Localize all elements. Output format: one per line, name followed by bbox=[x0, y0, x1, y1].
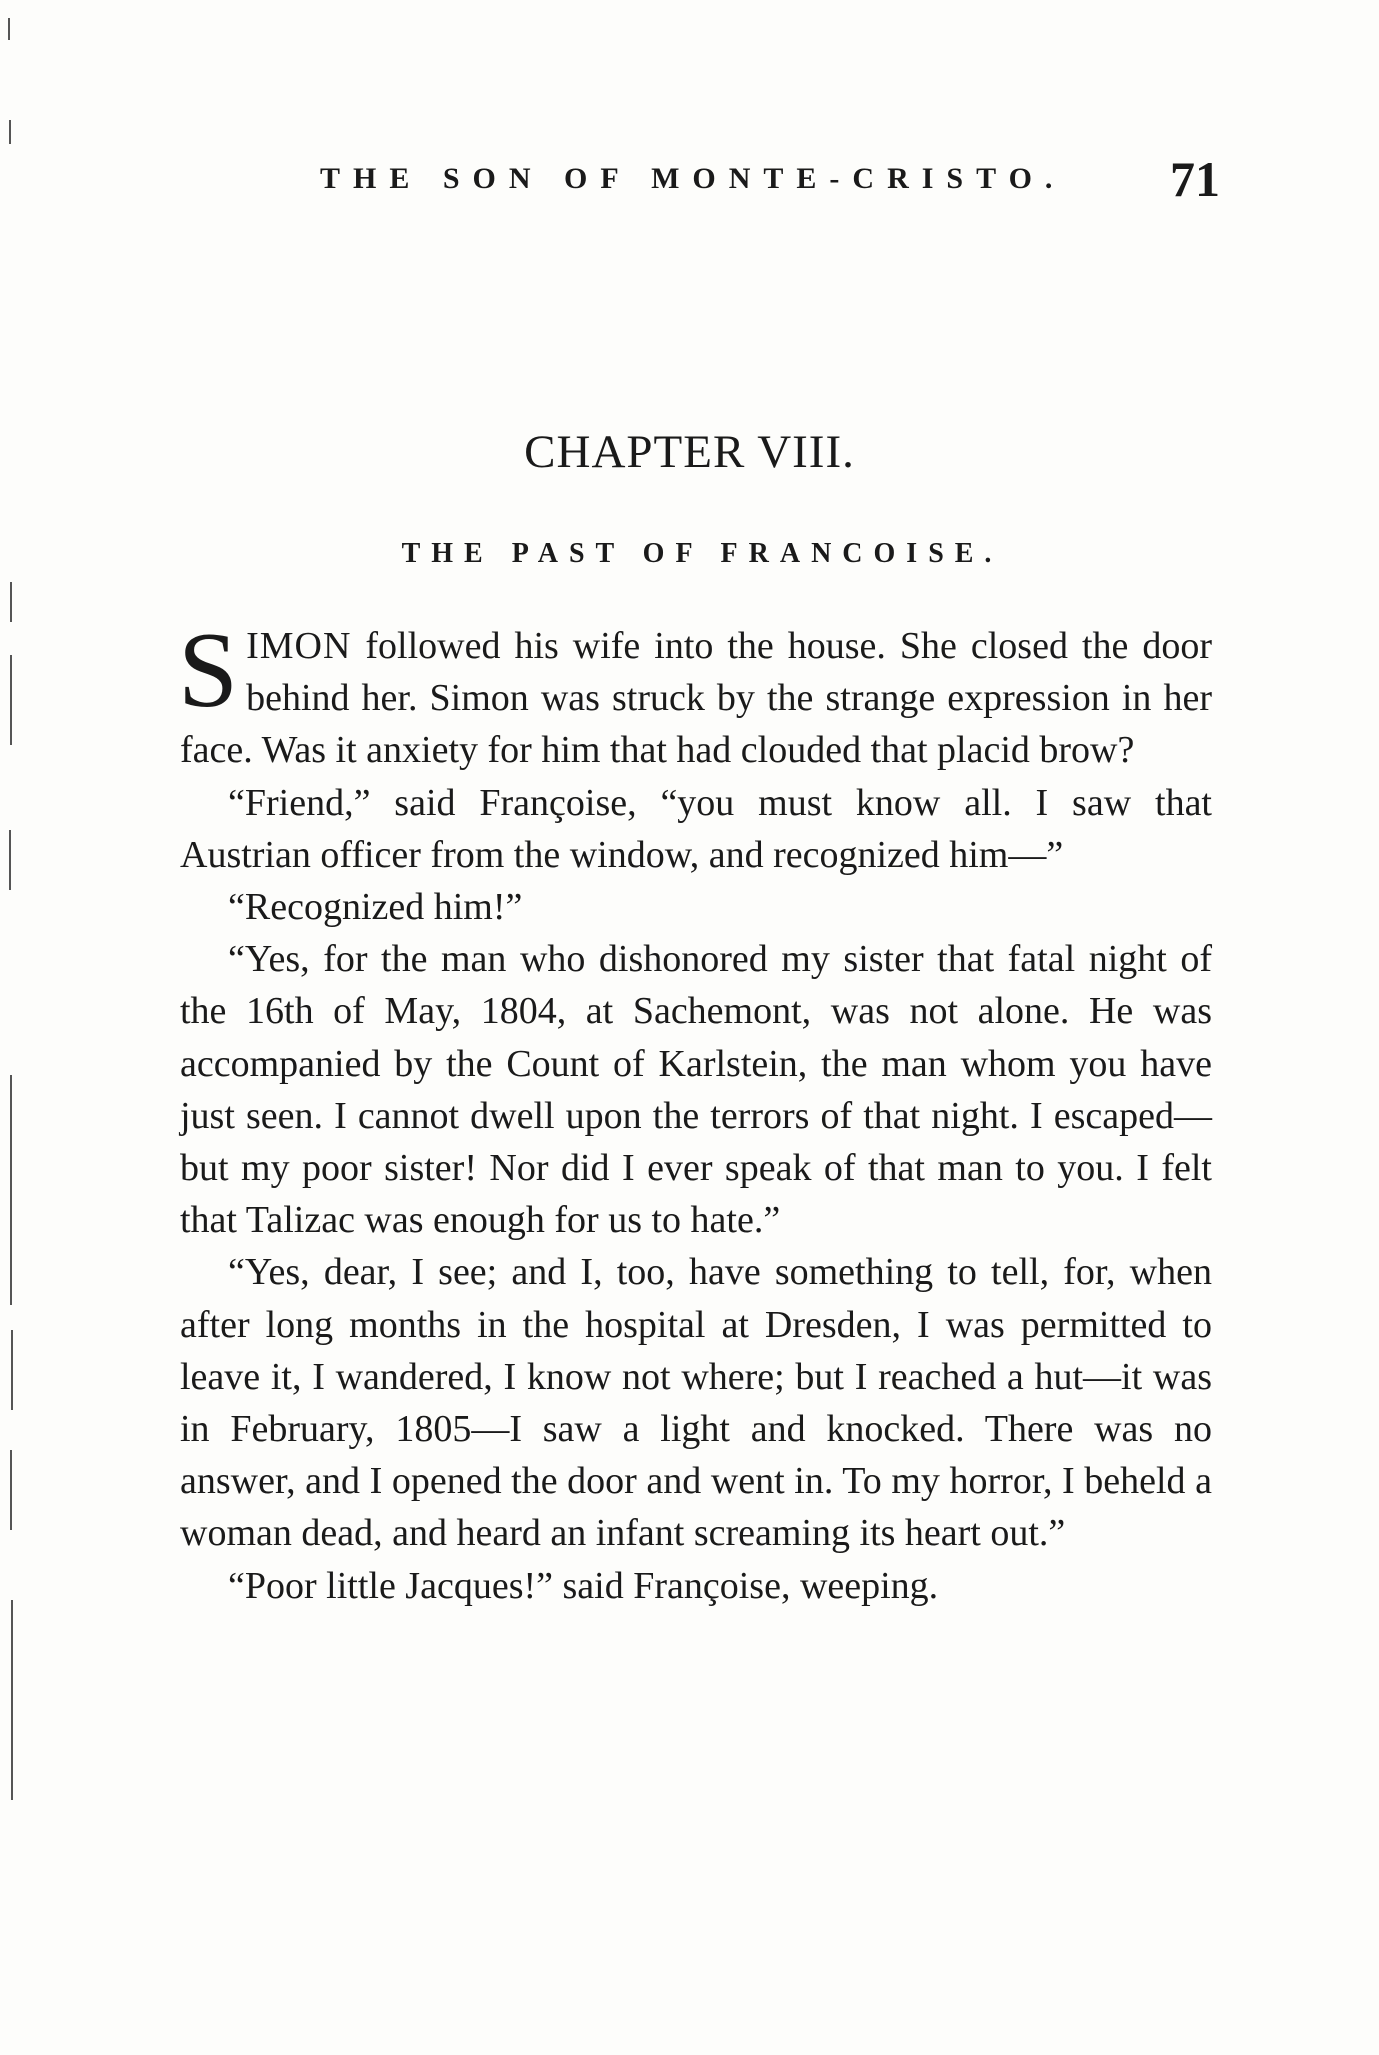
scan-mark bbox=[10, 1075, 12, 1305]
page-number: 71 bbox=[1170, 151, 1220, 207]
drop-cap: S bbox=[178, 611, 239, 730]
paragraph: “Yes, for the man who dishonored my sister that fatal night of the 16th of May, 1804, at Sachemont, was not alone. He was accompanied by the Count of Karlstein, the man whom you have just seen. I cannot dwell upon the terrors of that night. I escaped—but my poor sister! Nor did I ever speak of that man to you. I felt that Talizac was enough for us to hate.” bbox=[180, 938, 1212, 1242]
scan-mark bbox=[9, 120, 11, 144]
paragraph: “Poor little Jacques!” said Françoise, weeping. bbox=[228, 1564, 939, 1607]
scan-mark bbox=[11, 1600, 13, 1800]
scan-mark bbox=[8, 18, 10, 40]
chapter-subtitle: THE PAST OF FRANCOISE. bbox=[401, 538, 1003, 569]
paragraph: “Recognized him!” bbox=[228, 886, 523, 929]
scan-mark bbox=[10, 1450, 12, 1530]
body-text bbox=[178, 611, 1212, 1612]
scan-mark bbox=[10, 582, 12, 622]
chapter-heading: CHAPTER VIII. bbox=[524, 426, 855, 478]
paragraph bbox=[178, 611, 1212, 777]
scan-mark bbox=[10, 655, 12, 745]
paragraph: “Yes, dear, I see; and I, too, have something to tell, for, when after long months in the hospital at Dresden, I was permitted to leave it, I wandered, I know not where; but I reached a hut—it was in February, 1805—I saw a light and knocked. There was no answer, and I opened the door and went in. To my horror, I beheld a woman dead, and heard an infant screaming its heart out.” bbox=[180, 1251, 1212, 1555]
lead-caps: IMON bbox=[246, 625, 352, 667]
scan-mark bbox=[11, 1330, 13, 1410]
running-head bbox=[320, 150, 1220, 210]
paragraph: “Friend,” said Françoise, “you must know all. I saw that Austrian officer from the window, and recognized him—” bbox=[180, 781, 1212, 876]
scan-mark bbox=[9, 830, 11, 890]
running-title: THE SON OF MONTE-CRISTO. bbox=[320, 162, 1066, 195]
scan-margin-marks bbox=[0, 0, 40, 2055]
paragraph-text: followed his wife into the house. She closed the door behind her. Simon was struck by the strange expression in her face. Was it anxiety for him that had clouded that placid brow? bbox=[180, 625, 1212, 772]
